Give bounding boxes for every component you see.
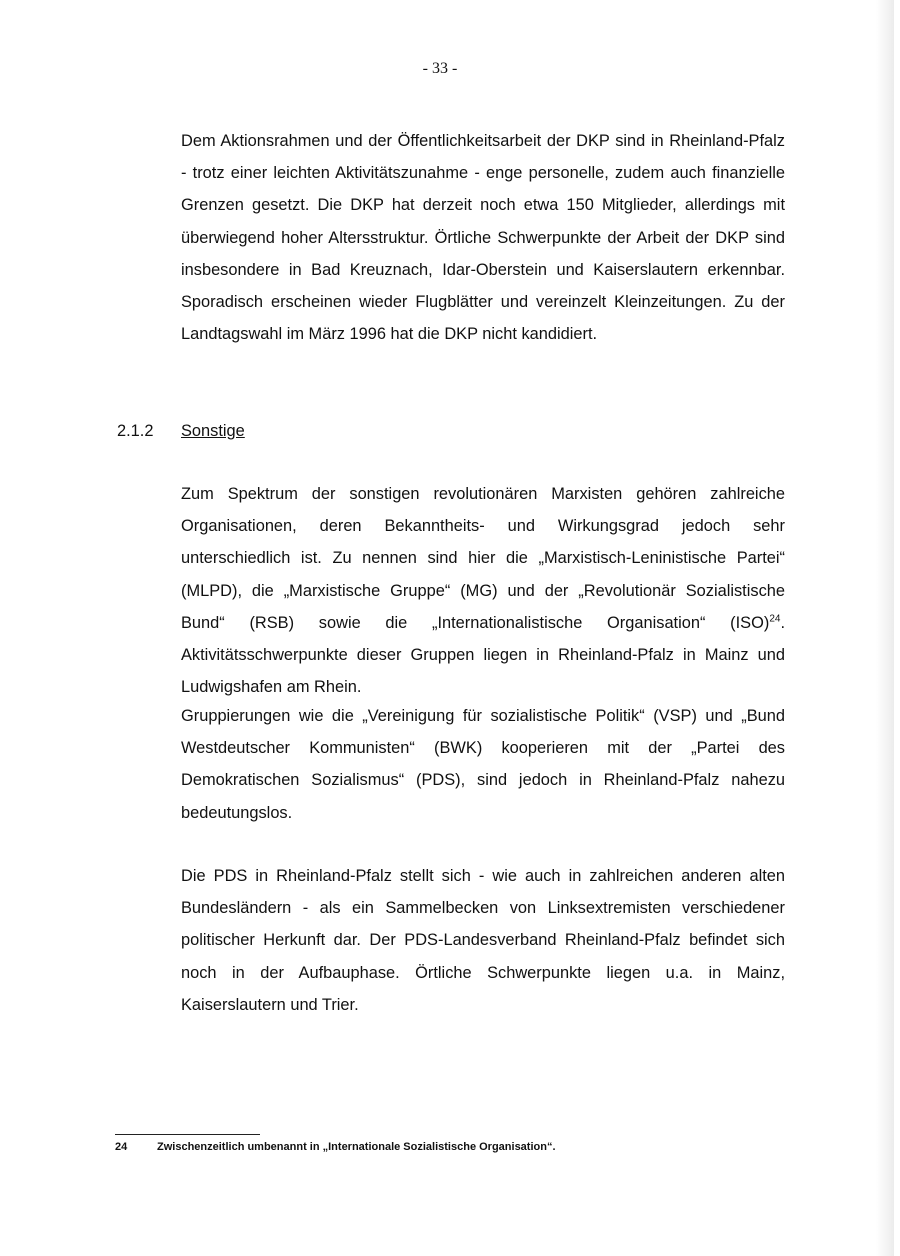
footnote <box>115 1140 815 1154</box>
paragraph-groups: Gruppierungen wie die „Vereinigung für sozialistische Politik“ (VSP) und „Bund Westdeutscher Kommunisten“ (BWK) kooperieren mit der „Partei des Demokratischen Sozialismus“ (PDS), sind jedoch in Rheinland-Pfalz nahezu bedeutungslos. <box>181 707 785 822</box>
scan-shadow <box>876 0 894 1256</box>
paragraph-dkp: Dem Aktionsrahmen und der Öffentlichkeitsarbeit der DKP sind in Rheinland-Pfalz - trotz einer leichten Aktivitätszunahme - enge personelle, zudem auch finanzielle Grenzen gesetzt. Die DKP hat derzeit noch etwa 150 Mitglieder, allerdings mit überwiegend hoher Altersstruktur. Örtliche Schwerpunkte der Arbeit der DKP sind insbesondere in Bad Kreuznach, Idar-Oberstein und Kaiserslautern erkennbar. Sporadisch erscheinen wieder Flugblätter und vereinzelt Kleinzeitungen. Zu der Landtagswahl im März 1996 hat die DKP nicht kandidiert. <box>181 132 785 344</box>
section-title: Sonstige <box>181 422 245 440</box>
paragraph-marxists-text-end: . Aktivitätsschwerpunkte dieser Gruppen liegen in Rheinland-Pfalz in Mainz und Ludwigshafen am Rhein. <box>181 613 785 697</box>
footnote-text: Zwischenzeitlich umbenannt in „Internationale Sozialistische Organisation“. <box>157 1141 556 1153</box>
section-number: 2.1.2 <box>117 422 154 440</box>
paragraph-pds: Die PDS in Rheinland-Pfalz stellt sich - wie auch in zahlreichen anderen alten Bundesländern - als ein Sammelbecken von Linksextremisten verschiedener politischer Herkunft dar. Der PDS-Landesverband Rheinland-Pfalz befindet sich noch in der Aufbauphase. Örtliche Schwerpunkte liegen u.a. in Mainz, Kaiserslautern und Trier. <box>181 867 785 1014</box>
footnote-separator <box>115 1134 260 1135</box>
paragraph-marxists <box>181 478 785 703</box>
paragraph-marxists-text: Zum Spektrum der sonstigen revolutionären Marxisten gehören zahlreiche Organisationen, deren Bekanntheits- und Wirkungsgrad jedoch sehr unterschiedlich ist. Zu nennen sind hier die „Marxistisch-Leninistische Partei“ (MLPD), die „Marxistische Gruppe“ (MG) und der „Revolutionär Sozialistische Bund“ (RSB) sowie die „Internationalistische Organisation“ (ISO) <box>181 485 785 632</box>
footnote-number: 24 <box>115 1141 128 1153</box>
footnote-reference: 24 <box>769 613 781 625</box>
page-number: - 33 - <box>422 60 458 77</box>
